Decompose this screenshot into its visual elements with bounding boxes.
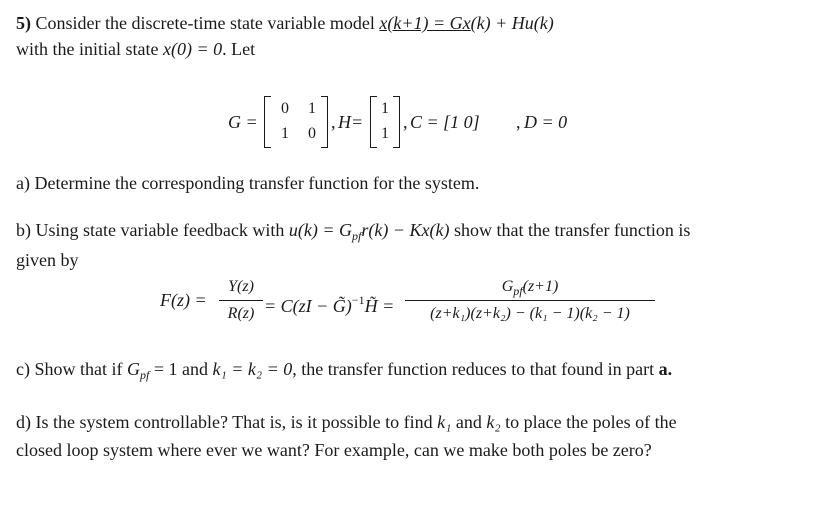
part-d-text-pre: Is the system controllable? That is, is it possible to find — [35, 412, 433, 432]
part-b-text-pre: Using state variable feedback with — [35, 220, 285, 240]
part-c-text-pre: Show that if — [34, 359, 123, 379]
part-c-label: c) — [16, 359, 30, 379]
problem-line-1 — [16, 12, 554, 34]
k1-symbol: k₁ — [437, 412, 452, 432]
part-c-text-post: , the transfer function reduces to that found in part — [292, 359, 655, 379]
part-b-given-by: given by — [16, 250, 79, 270]
g-label: G = — [228, 112, 258, 132]
part-d-text-post: to place the poles of the — [505, 412, 677, 432]
initial-state-text: with the initial state — [16, 39, 159, 59]
d-label: D = 0 — [524, 112, 568, 132]
part-a-text: Determine the corresponding transfer function for the system. — [34, 173, 480, 193]
part-a-label: a) — [16, 173, 30, 193]
g-cell-11: 0 — [308, 125, 316, 142]
c-label: C = [1 0] — [410, 112, 480, 132]
model-equation-tail: (k) + Hu(k) — [470, 13, 554, 33]
problem-number: 5) — [16, 13, 31, 33]
part-d-line-2 — [16, 439, 652, 461]
k2-symbol: k₂ — [486, 412, 501, 432]
initial-state-equation: x(0) = 0 — [162, 39, 223, 59]
inverse-superscript: −1 — [351, 293, 365, 307]
gpf-symbol: G — [501, 278, 514, 295]
h-label: H= — [338, 112, 364, 132]
fraction-1-numerator: Y(z) — [228, 278, 254, 295]
fraction-closed-loop — [405, 276, 655, 326]
gpf-condition-subscript: pf — [139, 368, 150, 382]
feedback-law — [288, 220, 450, 243]
g-cell-00: 0 — [281, 100, 289, 117]
fraction-2-denominator: (z+k₁)(z+k₂) − (k₁ − 1)(k₂ − 1) — [430, 305, 630, 322]
state-space-expression — [264, 289, 394, 317]
gpf-condition — [126, 359, 178, 382]
let-text: . Let — [222, 39, 256, 59]
gpf-condition-value: = 1 — [149, 359, 178, 379]
part-b-line-2 — [16, 249, 79, 271]
fraction-1-denominator: R(z) — [227, 305, 255, 322]
feedback-law-rhs: r(k) − Kx(k) — [361, 220, 450, 240]
part-c — [16, 358, 672, 386]
transfer-function-lhs: F(z) = — [160, 290, 207, 310]
model-equation — [379, 13, 553, 33]
comma-1: , — [331, 112, 336, 132]
part-d-and: and — [455, 412, 482, 432]
g-cell-01: 1 — [308, 100, 316, 117]
h-left-bracket — [370, 96, 377, 148]
part-d-question: closed loop system where ever we want? For example, can we make both poles be zero? — [16, 440, 652, 460]
fraction-1-bar — [219, 300, 263, 301]
h-right-bracket — [393, 96, 400, 148]
g-left-bracket — [264, 96, 271, 148]
part-a — [16, 172, 479, 194]
fraction-y-over-r — [219, 276, 263, 326]
part-d-line-1 — [16, 411, 677, 433]
h-cell-1: 1 — [381, 125, 389, 142]
comma-2: , — [403, 112, 408, 132]
k-condition: k₁ = k₂ = 0 — [212, 359, 293, 379]
gpf-subscript: pf — [352, 229, 362, 243]
part-a-reference: a. — [658, 359, 673, 379]
g-cell-10: 1 — [281, 125, 289, 142]
part-d-label: d) — [16, 412, 31, 432]
feedback-law-lhs: u(k) = G — [288, 220, 353, 240]
numerator-factor: (z+1) — [522, 278, 559, 295]
problem-intro: Consider the discrete-time state variable model — [35, 13, 375, 33]
state-vector-x: x — [462, 13, 471, 33]
state-space-expr-tail: H̃ = — [364, 296, 395, 316]
gpf-subscript-2: pf — [513, 284, 523, 298]
comma-3: , — [516, 112, 521, 132]
h-cell-0: 1 — [381, 100, 389, 117]
gpf-condition-symbol: G — [126, 359, 140, 379]
g-right-bracket — [321, 96, 328, 148]
state-space-expr-main: = C(zI − G̃) — [264, 296, 352, 316]
state-vector: x(k+1) = G — [379, 13, 463, 33]
fraction-2-bar — [405, 300, 655, 301]
part-b-text-post: show that the transfer function is — [453, 220, 691, 240]
part-c-and: and — [181, 359, 208, 379]
problem-line-2 — [16, 38, 255, 60]
part-b-line-1 — [16, 219, 690, 247]
part-b-label: b) — [16, 220, 31, 240]
fraction-2-numerator — [405, 276, 655, 302]
